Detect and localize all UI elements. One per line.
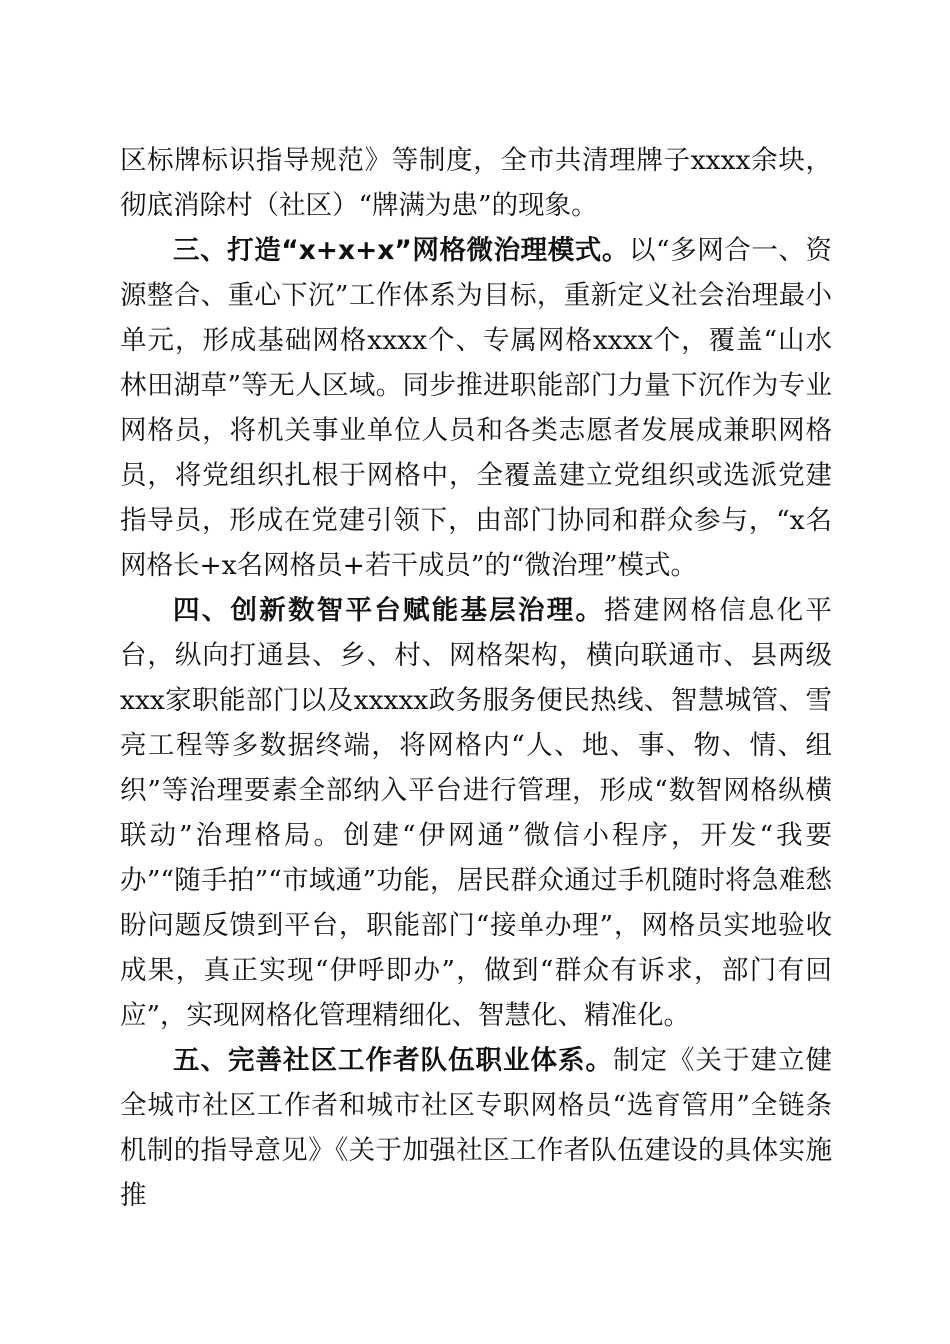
paragraph-continuation	[120, 138, 832, 228]
section-heading: 三、打造“x+x+x”网格微治理模式。	[173, 235, 629, 266]
paragraph-section-4	[120, 588, 832, 1038]
document-page	[120, 138, 832, 1218]
paragraph-section-3	[120, 228, 832, 588]
paragraph-body: 搭建网格信息化平台，纵向打通县、乡、村、网格架构，横向联通市、县两级xxx家职能部门以及xxxxx政务服务便民热线、智慧城管、雪亮工程等多数据终端，将网格内“人、地、事、物、情、组织”等治理要素全部纳入平台进行管理，形成“数智网格纵横联动”治理格局。创建“伊网通”微信小程序，开发“我要办”“随手拍”“市域通”功能，居民群众通过手机随时将急难愁盼问题反馈到平台，职能部门“接单办理”，网格员实地验收成果，真正实现“伊呼即办”，做到“群众有诉求，部门有回应”，实现网格化管理精细化、智慧化、精准化。	[120, 595, 832, 1031]
paragraph-body: 制定《关于建立健全城市社区工作者和城市社区专职网格员“选育管用”全链条机制的指导意见》《关于加强社区工作者队伍建设的具体实施推	[120, 1045, 832, 1211]
paragraph-body: 区标牌标识指导规范》等制度，全市共清理牌子xxxx余块，彻底消除村（社区）“牌满为患”的现象。	[120, 145, 832, 221]
paragraph-section-5	[120, 1038, 832, 1218]
paragraph-body: 以“多网合一、资源整合、重心下沉”工作体系为目标，重新定义社会治理最小单元，形成基础网格xxxx个、专属网格xxxx个，覆盖“山水林田湖草”等无人区域。同步推进职能部门力量下沉作为专业网格员，将机关事业单位人员和各类志愿者发展成兼职网格员，将党组织扎根于网格中，全覆盖建立党组织或选派党建指导员，形成在党建引领下，由部门协同和群众参与，“x名网格长+x名网格员+若干成员”的“微治理”模式。	[120, 235, 832, 581]
section-heading: 五、完善社区工作者队伍职业体系。	[173, 1045, 613, 1076]
section-heading: 四、创新数智平台赋能基层治理。	[173, 595, 605, 626]
